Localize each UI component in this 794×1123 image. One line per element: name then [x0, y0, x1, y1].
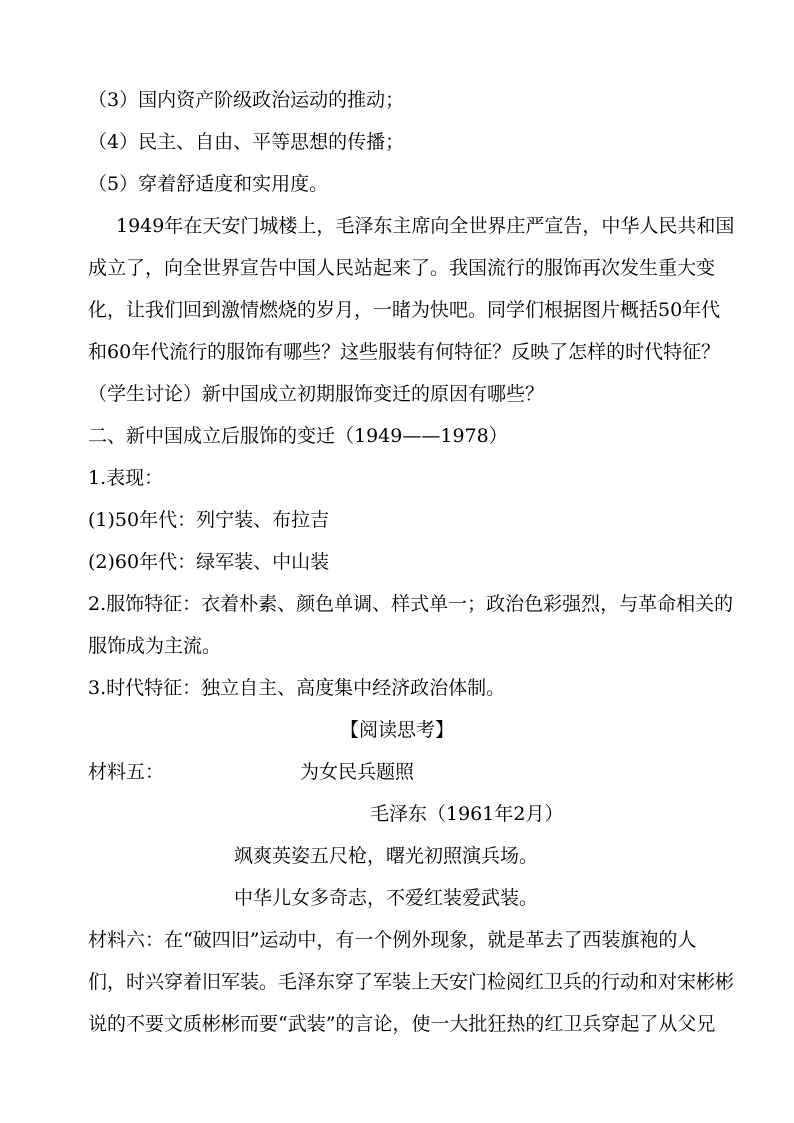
paragraph-line: 说的不要文质彬彬而要“武装”的言论，使一大批狂热的红卫兵穿起了从父兄 — [88, 1013, 716, 1035]
paragraph-line: （学生讨论）新中国成立初期服饰变迁的原因有哪些？ — [88, 383, 545, 405]
poem-line: 飒爽英姿五尺枪，曙光初照演兵场。 — [234, 845, 539, 867]
reading-heading: 【阅读思考】 — [339, 719, 454, 741]
poem-title: 为女民兵题照 — [300, 761, 415, 783]
paragraph-line: 3.时代特征：独立自主、高度集中经济政治体制。 — [88, 677, 506, 699]
poem-author: 毛泽东（1961年2月） — [370, 803, 564, 825]
list-item: (1)50年代：列宁装、布拉吉 — [88, 509, 330, 531]
poem-line: 中华儿女多奇志，不爱红装爱武装。 — [234, 887, 539, 909]
paragraph-line: 化，让我们回到激情燃烧的岁月，一睹为快吧。同学们根据图片概括50年代 — [88, 299, 721, 321]
list-item: （3）国内资产阶级政治运动的推动； — [88, 89, 405, 111]
paragraph-line: 2.服饰特征：衣着朴素、颜色单调、样式单一；政治色彩强烈，与革命相关的 — [88, 593, 734, 615]
list-item: （4）民主、自由、平等思想的传播； — [88, 131, 405, 153]
list-item: （5）穿着舒适度和实用度。 — [88, 173, 329, 195]
paragraph-line: 服饰成为主流。 — [88, 635, 222, 657]
list-item: (2)60年代：绿军装、中山装 — [88, 551, 330, 573]
material-label: 材料五： — [88, 761, 165, 783]
subheading: 1.表现： — [88, 467, 164, 489]
section-heading: 二、新中国成立后服饰的变迁（1949——1978） — [88, 425, 508, 447]
paragraph-line: 成立了，向全世界宣告中国人民站起来了。我国流行的服饰再次发生重大变 — [88, 257, 716, 279]
paragraph-line: 和60年代流行的服饰有哪些？这些服装有何特征？反映了怎样的时代特征？ — [88, 341, 721, 363]
paragraph-line: 材料六：在“破四旧”运动中，有一个例外现象，就是革去了西装旗袍的人 — [88, 929, 697, 951]
paragraph-line: 1949年在天安门城楼上，毛泽东主席向全世界庄严宣告，中华人民共和国 — [116, 215, 735, 237]
paragraph-line: 们，时兴穿着旧军装。毛泽东穿了军装上天安门检阅红卫兵的行动和对宋彬彬 — [88, 971, 735, 993]
